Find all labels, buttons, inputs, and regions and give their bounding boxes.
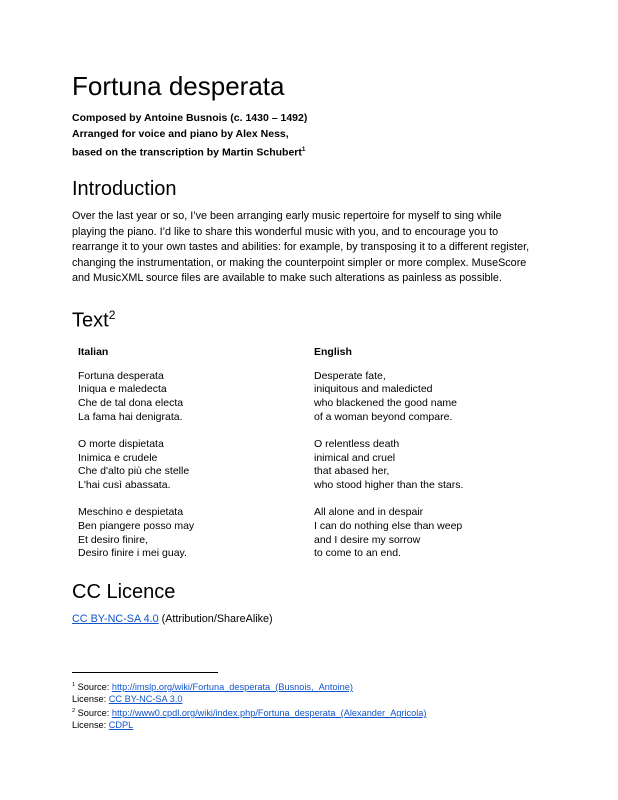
licence-line: CC BY-NC-SA 4.0 (Attribution/ShareAlike) — [72, 613, 273, 625]
footnote-2-license-link[interactable]: CDPL — [108, 720, 134, 731]
intro-heading: Introduction — [72, 178, 177, 200]
footnote-1-license-link[interactable]: CC BY-NC-SA 3.0 — [108, 694, 183, 705]
intro-line: playing the piano. I’d like to share this wonderful music with you, and to encourage you to — [72, 225, 499, 238]
footnote-1-link[interactable]: http://imslp.org/wiki/Fortuna_desperata_(Busnois,_Antoine) — [111, 682, 353, 693]
english-verse-line: Desperate fate, — [314, 369, 386, 382]
intro-line: rearrange it to your own tastes and abilities: for example, by transposing it to a different register, — [72, 241, 530, 253]
english-verse-line: and I desire my sorrow — [314, 533, 421, 546]
italian-verse-line: O morte dispietata — [78, 438, 164, 451]
english-verse-line: inimical and cruel — [314, 451, 396, 464]
english-verse-line: who blackened the good name — [314, 397, 458, 410]
stanza-gap — [78, 493, 194, 507]
italian-verse-line: Che d'alto più che stelle — [78, 465, 190, 478]
footnote-ref: 2 — [108, 308, 116, 322]
english-verse-line: iniquitous and maledicted — [314, 383, 433, 396]
italian-verse-line: Et desiro finire, — [78, 533, 149, 546]
italian-verse-line: Che de tal dona electa — [78, 397, 184, 410]
text-heading: Text$^2$ — [72, 308, 116, 332]
intro-line: and MusicXML source files are available to make such alterations as painless as possible. — [72, 272, 502, 284]
stanza-gap — [314, 493, 463, 507]
italian-verse-line: Iniqua e maledecta — [78, 383, 167, 396]
footnote-1-source: $^1$ Source: http://imslp.org/wiki/Fortuna_desperata_(Busnois,_Antoine) — [72, 682, 353, 693]
licence-link[interactable]: CC BY-NC-SA 4.0 — [72, 613, 159, 625]
footnote-1-license: License: CC BY-NC-SA 3.0 — [72, 694, 183, 705]
italian-verse-line: Meschino e despietata — [78, 506, 184, 519]
arranger-line: Arranged for voice and piano by Alex Ness, — [72, 128, 289, 140]
transcription-line: based on the transcription by Martin Schubert$^1$ — [72, 146, 306, 159]
italian-verse-line: Ben piangere posso may — [78, 520, 195, 533]
footnotes — [72, 679, 426, 731]
italian-column — [78, 346, 194, 561]
english-verse-line: to come to an end. — [314, 547, 401, 560]
italian-verse-line: Inimica e crudele — [78, 451, 158, 464]
footnote-ref: 1 — [301, 146, 306, 153]
italian-verse-line: Desiro finire i mei guay. — [78, 547, 187, 560]
intro-paragraph — [72, 209, 552, 287]
english-verse-line: All alone and in despair — [314, 506, 424, 519]
italian-header: Italian — [78, 346, 109, 358]
english-verse-line: that abased her, — [314, 465, 390, 478]
italian-verse-line: L'hai cusì abassata. — [78, 479, 171, 492]
italian-verse-line: Fortuna desperata — [78, 369, 164, 382]
page-title: Fortuna desperata — [72, 71, 285, 101]
intro-line: changing the instrumentation, or making the counterpoint simpler or more complex. MuseScore — [72, 256, 527, 269]
italian-verse-line: La fama hai denigrata. — [78, 410, 183, 423]
english-verse-line: O relentless death — [314, 438, 400, 451]
intro-line: Over the last year or so, I’ve been arranging early music repertoire for myself to sing while — [72, 210, 502, 222]
licence-heading: CC Licence — [72, 581, 176, 603]
composer-line: Composed by Antoine Busnois (c. 1430 – 1492) — [72, 112, 308, 124]
footnote-2-link[interactable]: http://www0.cpdl.org/wiki/index.php/Fortuna_desperata_(Alexander_Agricola) — [111, 708, 427, 719]
stanza-gap — [314, 425, 463, 439]
footnote-2-license: License: CDPL — [72, 720, 134, 731]
english-column — [314, 346, 463, 561]
english-verse-line: I can do nothing else than weep — [314, 520, 463, 533]
english-verse-line: who stood higher than the stars. — [314, 479, 464, 492]
footnote-2-source: $^2$ Source: http://www0.cpdl.org/wiki/index.php/Fortuna_desperata_(Alexander_Agricola) — [72, 708, 427, 719]
stanza-gap — [78, 425, 194, 439]
english-header: English — [314, 346, 352, 358]
english-verse-line: of a woman beyond compare. — [314, 410, 453, 423]
footnote-divider — [72, 672, 218, 673]
subtitle — [72, 110, 307, 161]
